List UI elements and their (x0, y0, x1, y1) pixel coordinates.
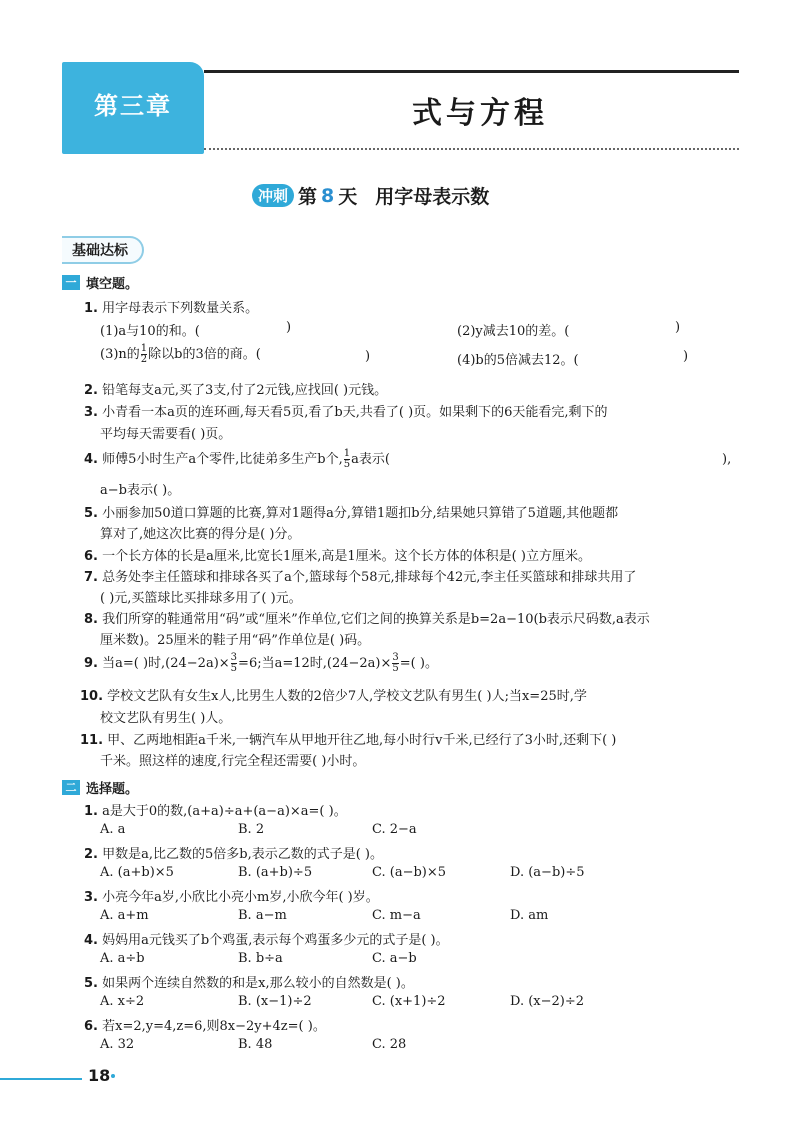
choice-6-option-c[interactable]: C. 28 (372, 1037, 407, 1052)
q1-part-1: (1)a与10的和。( (100, 324, 200, 339)
question-6: 6. 一个长方体的长是a厘米,比宽长1厘米,高是1厘米。这个长方体的体积是( )立方厘米。 (84, 549, 591, 564)
section-number: 二 (62, 780, 80, 795)
question-3: 3. 小青看一本a页的连环画,每天看5页,看了b天,共看了( )页。如果剩下的6天能看完,剩下的 (84, 405, 608, 420)
question-4: 4. 师傅5小时生产a个零件,比徒弟多生产b个, $\frac{1}{5}$ a表示( (84, 448, 390, 470)
choice-4-option-a[interactable]: A. a÷b (100, 951, 145, 966)
question-7: 7. 总务处李主任篮球和排球各买了a个,篮球每个58元,排球每个42元,李主任买篮球和排球共用了 (84, 570, 637, 585)
choice-1-option-c[interactable]: C. 2−a (372, 822, 417, 837)
q1-part-2: (2)y减去10的差。( (457, 324, 570, 339)
question-7-cont: ( )元,买篮球比买排球多用了( )元。 (100, 591, 302, 606)
choice-1-option-b[interactable]: B. 2 (238, 822, 265, 837)
question-3-cont: 平均每天需要看( )页。 (100, 427, 232, 442)
q1-part-4: (4)b的5倍减去12。( (457, 353, 579, 368)
choice-3-option-c[interactable]: C. m−a (372, 908, 421, 923)
choice-4: 4. 妈妈用a元钱买了b个鸡蛋,表示每个鸡蛋多少元的式子是( )。 (84, 933, 449, 948)
chapter-label: 第三章 (94, 92, 172, 120)
question-10: 10. 学校文艺队有女生x人,比男生人数的2倍少7人,学校文艺队有男生( )人;当x=25时,学 (80, 689, 587, 704)
choice-6-option-b[interactable]: B. 48 (238, 1037, 273, 1052)
choice-4-option-c[interactable]: C. a−b (372, 951, 417, 966)
q1-part-3-close: ) (365, 349, 371, 364)
question-4-end: ), (722, 452, 732, 467)
choice-6-option-a[interactable]: A. 32 (100, 1037, 135, 1052)
lesson-pre: 第 (298, 186, 318, 208)
choice-2: 2. 甲数是a,比乙数的5倍多b,表示乙数的式子是( )。 (84, 847, 384, 862)
q1-part-3: (3)n的 $\frac{1}{2}$ 除以b的3倍的商。( (100, 343, 261, 365)
choice-3-option-a[interactable]: A. a+m (100, 908, 149, 923)
choice-1: 1. a是大于0的数,(a+a)÷a+(a−a)×a=( )。 (84, 804, 347, 819)
page-number-rule (0, 1078, 82, 1080)
choice-6: 6. 若x=2,y=4,z=6,则8x−2y+4z=( )。 (84, 1019, 326, 1034)
choice-2-option-b[interactable]: B. (a+b)÷5 (238, 865, 313, 880)
section-number: 一 (62, 275, 80, 290)
question-2: 2. 铅笔每支a元,买了3支,付了2元钱,应找回( )元钱。 (84, 383, 388, 398)
page-dot (111, 1074, 115, 1078)
choice-5-option-a[interactable]: A. x÷2 (100, 994, 145, 1009)
lesson-topic: 用字母表示数 (375, 186, 490, 208)
section-fill-blank (62, 273, 138, 292)
question-5-cont: 算对了,她这次比赛的得分是( )分。 (100, 527, 301, 542)
question-10-cont: 校文艺队有男生( )人。 (100, 711, 232, 726)
q1-part-4-close: ) (683, 349, 689, 364)
question-11: 11. 甲、乙两地相距a千米,一辆汽车从甲地开往乙地,每小时行v千米,已经行了3小时,还剩下( ) (80, 733, 617, 748)
question-8-cont: 厘米数)。25厘米的鞋子用“码”作单位是( )码。 (100, 633, 371, 648)
question-9: 9. 当a=( )时,(24−2a)× $\frac{3}{5}$ =6;当a=12时,(24−2a)× $\frac{3}{5}$ =( )。 (84, 652, 438, 674)
page-number: 18 (88, 1066, 111, 1085)
question-1: 1. 用字母表示下列数量关系。 (84, 301, 259, 316)
q1-part-2-close: ) (675, 320, 681, 335)
choice-3-option-d[interactable]: D. am (510, 908, 549, 923)
section-title: 选择题。 (86, 782, 139, 797)
section-title: 填空题。 (86, 277, 139, 292)
choice-1-option-a[interactable]: A. a (100, 822, 126, 837)
header-dotted-rule (204, 148, 739, 150)
choice-3: 3. 小亮今年a岁,小欣比小亮小m岁,小欣今年( )岁。 (84, 890, 379, 905)
choice-2-option-a[interactable]: A. (a+b)×5 (100, 865, 174, 880)
header-rule (204, 70, 739, 73)
choice-4-option-b[interactable]: B. b÷a (238, 951, 283, 966)
choice-2-option-c[interactable]: C. (a−b)×5 (372, 865, 447, 880)
question-8: 8. 我们所穿的鞋通常用“码”或“厘米”作单位,它们之间的换算关系是b=2a−10(b表示尺码数,a表示 (84, 612, 650, 627)
lesson-day-number: 8 (321, 184, 335, 207)
question-11-cont: 千米。照这样的速度,行完全程还需要( )小时。 (100, 754, 366, 769)
choice-3-option-b[interactable]: B. a−m (238, 908, 287, 923)
choice-5-option-b[interactable]: B. (x−1)÷2 (238, 994, 312, 1009)
q1-part-1-close: ) (286, 320, 292, 335)
lesson-post: 天 (338, 186, 358, 208)
sprint-badge: 冲刺 (252, 184, 294, 207)
question-4-cont: a−b表示( )。 (100, 483, 181, 498)
choice-5: 5. 如果两个连续自然数的和是x,那么较小的自然数是( )。 (84, 976, 414, 991)
choice-5-option-d[interactable]: D. (x−2)÷2 (510, 994, 585, 1009)
choice-2-option-d[interactable]: D. (a−b)÷5 (510, 865, 585, 880)
chapter-title: 式与方程 (412, 96, 548, 131)
lesson-title (252, 182, 489, 209)
section-choice (62, 778, 138, 797)
choice-5-option-c[interactable]: C. (x+1)÷2 (372, 994, 446, 1009)
basic-level-tab: 基础达标 (62, 236, 144, 264)
question-5: 5. 小丽参加50道口算题的比赛,算对1题得a分,算错1题扣b分,结果她只算错了5道题,其他题都 (84, 506, 619, 521)
